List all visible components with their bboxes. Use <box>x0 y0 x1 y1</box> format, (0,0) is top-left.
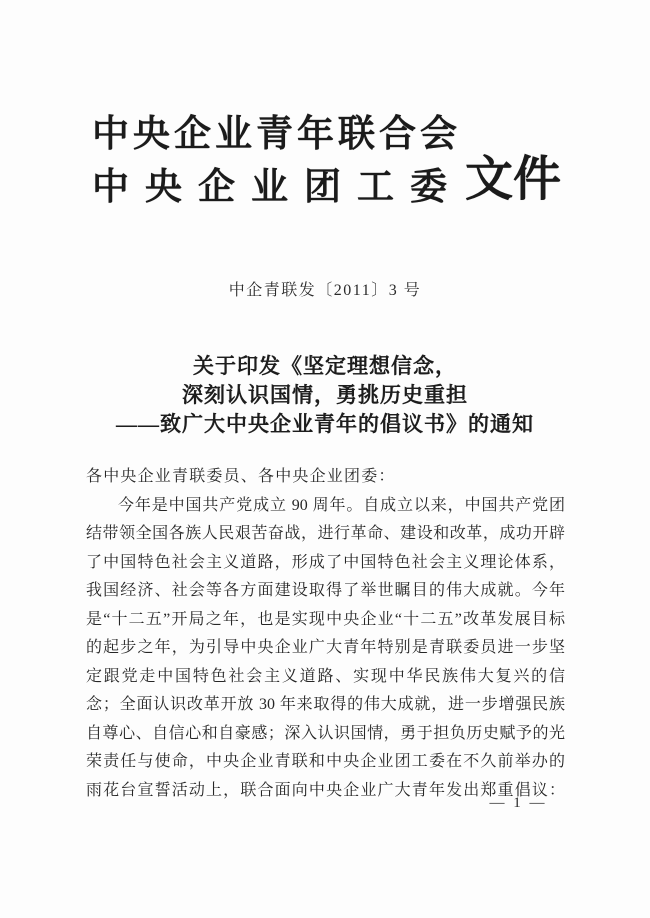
title-line-2: 深刻认识国情，勇挑历史重担 <box>182 383 468 407</box>
issuing-org-names <box>92 108 463 214</box>
document-number: 中企青联发〔2011〕3 号 <box>228 282 422 299</box>
title-line-3: ——致广大中央企业青年的倡议书》的通知 <box>116 412 534 436</box>
body-line: 雨花台宣誓活动上，联合面向中央企业广大青年发出郑重倡议： <box>86 781 565 799</box>
body-line: 是“十二五”开局之年，也是实现中央企业“十二五”改革发展目标 <box>86 610 565 628</box>
page-number: — 1 — <box>489 795 547 811</box>
org-name-line-1: 中央企业青年联合会 <box>92 114 461 155</box>
doc-type-label: 文件 <box>465 152 562 206</box>
body-line: 我国经济、社会等各方面建设取得了举世瞩目的伟大成就。今年 <box>86 582 565 599</box>
org-name-line-2: 中央企业团工委 <box>92 167 463 208</box>
body-line: 结带领全国各族人民艰苦奋战，进行革命、建设和改革，成功开辟 <box>86 525 565 542</box>
document-title <box>0 352 650 439</box>
body-line: 定跟党走中国特色社会主义道路、实现中华民族伟大复兴的信 <box>86 667 565 685</box>
body-line: 了中国特色社会主义道路，形成了中国特色社会主义理论体系， <box>86 553 565 571</box>
document-header <box>92 108 561 214</box>
title-line-1: 关于印发《坚定理想信念， <box>193 354 457 378</box>
body-line: 荣责任与使命，中央企业青联和中央企业团工委在不久前举办的 <box>86 753 565 770</box>
body-line: 今年是中国共产党成立 90 周年。自成立以来，中国共产党团 <box>118 496 565 514</box>
body-line: 自尊心、自信心和自豪感；深入认识国情，勇于担负历史赋予的光 <box>86 724 565 742</box>
document-body <box>86 463 565 805</box>
body-line: 念；全面认识改革开放 30 年来取得的伟大成就，进一步增强民族 <box>86 696 565 713</box>
salutation: 各中央企业青联委员、各中央企业团委： <box>86 468 396 485</box>
body-line: 的起步之年，为引导中央企业广大青年特别是青联委员进一步坚 <box>86 639 565 656</box>
